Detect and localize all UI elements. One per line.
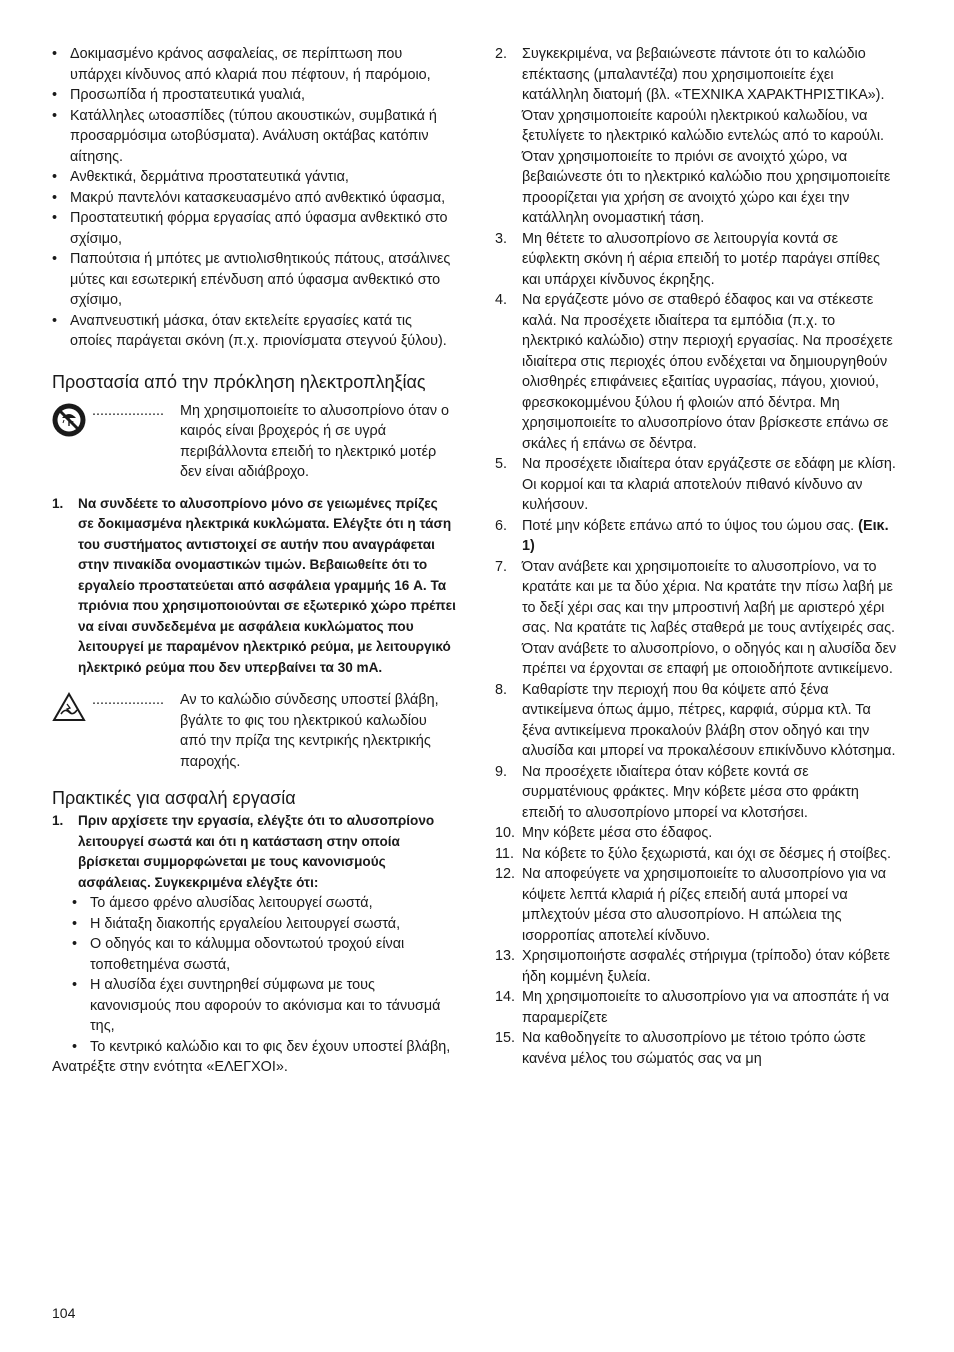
item-number: 6. bbox=[495, 517, 508, 534]
item-text: Πριν αρχίσετε την εργασία, ελέγξτε ότι το αλυσοπρίονο λειτουργεί σωστά και ότι η κατάσταση στην οποία βρίσκεται συμμορφώνεται με τους κανονισμούς ασφάλειας. Συγκεκριμένα ελέγξτε ότι: bbox=[78, 813, 435, 890]
dot-leader: .................. bbox=[92, 692, 164, 708]
item-number: 15. bbox=[495, 1030, 516, 1046]
list-item: • Ανθεκτικά, δερμάτινα προστατευτικά γάντια, bbox=[52, 167, 456, 188]
no-rain-warning bbox=[52, 401, 456, 483]
list-item bbox=[495, 229, 899, 291]
item-number: 9. bbox=[495, 763, 508, 780]
list-item: • Κατάλληλες ωτοασπίδες (τύπου ακουστικών, συμβατικά ή προσαρμόσιμα ωτοβύσματα). Ανάλυση οκτάβας κατόπιν αίτησης. bbox=[52, 106, 456, 168]
numbered-item-bold bbox=[52, 811, 456, 893]
list-item bbox=[495, 823, 899, 844]
list-item bbox=[495, 844, 899, 865]
list-item bbox=[495, 557, 899, 680]
icon-description: Μη χρησιμοποιείτε το αλυσοπρίονο όταν ο καιρός είναι βροχερός ή σε υγρά περιβάλλοντα επειδή το ηλεκτρικό μοτέρ δεν είναι αδιάβροχο. bbox=[180, 402, 450, 480]
item-number: 8. bbox=[495, 681, 508, 698]
list-item bbox=[495, 1028, 899, 1069]
list-item bbox=[495, 516, 899, 557]
item-text: Όταν ανάβετε και χρησιμοποιείτε το αλυσοπρίονο, να το κρατάτε και με τα δύο χέρια. Να κρατάτε την πίσω λαβή με το δεξί χέρι σας και την μπροστινή λαβή με αριστερό χέρι σας. Να κρατάτε τις λαβές σταθερά με τους αντίχειρές σας. Όταν ανάβετε το αλυσοπρίονο, ο οδηγός και η αλυσίδα δεν πρέπει να έρχονται σε επαφή με οποιοδήποτε αντικείμενο. bbox=[522, 558, 897, 677]
page-number: 104 bbox=[52, 1305, 76, 1321]
check-list bbox=[72, 893, 456, 1057]
item-number: 12. bbox=[495, 866, 516, 882]
protective-equipment-list bbox=[52, 44, 456, 352]
list-item: • Παπούτσια ή μπότες με αντιολισθητικούς πάτους, ατσάλινες μύτες και εσωτερική επένδυση από ύφασμα ανθεκτικό στο σχίσιμο, bbox=[52, 249, 456, 311]
list-item bbox=[495, 987, 899, 1028]
numbered-item-bold bbox=[52, 494, 456, 679]
item-number: 7. bbox=[495, 558, 508, 575]
item-text: Να προσέχετε ιδιαίτερα όταν εργάζεστε σε εδάφη με κλίση. Οι κορμοί και τα κλαριά αποτελούν πιθανό κίνδυνο αν κυλήσουν. bbox=[522, 456, 896, 513]
damaged-cable-warning-icon bbox=[52, 692, 86, 729]
item-number: 13. bbox=[495, 948, 516, 964]
section-heading-safe-work: Πρακτικές για ασφαλή εργασία bbox=[52, 788, 296, 808]
item-number: 2. bbox=[495, 46, 508, 62]
item-text: Ποτέ μην κόβετε επάνω από το ύψος του ώμου σας. bbox=[522, 517, 859, 534]
item-text: Καθαρίστε την περιοχή που θα κόψετε από ξένα αντικείμενα όπως άμμο, πέτρες, καρφιά, σύρμα κτλ. Τα ξένα αντικείμενα προκαλούν βλάβη στον οδηγό και την αλυσίδα και μπορεί να προκαλέσουν επικίνδυνο κλότσημα. bbox=[522, 681, 896, 759]
list-item bbox=[495, 44, 899, 229]
item-number: 1. bbox=[52, 495, 64, 511]
list-item: • Το άμεσο φρένο αλυσίδας λειτουργεί σωστά, bbox=[72, 893, 456, 914]
icon-description: Αν το καλώδιο σύνδεσης υποστεί βλάβη, βγάλτε το φις του ηλεκτρικού καλωδίου από την πρίζα της κεντρικής ηλεκτρικής παροχής. bbox=[180, 692, 439, 770]
list-item: • Η αλυσίδα έχει συντηρηθεί σύμφωνα με τους κανονισμούς που αφορούν το ακόνισμα και το τάνυσμά της, bbox=[72, 975, 456, 1037]
item-text: Συγκεκριμένα, να βεβαιώνεστε πάντοτε ότι το καλώδιο επέκτασης (μπαλαντέζα) που χρησιμοποιείτε έχει κατάλληλη διατομή (βλ. «ΤΕΧΝΙΚΑ ΧΑΡΑΚΤΗΡΙΣΤΙΚΑ»). Όταν χρησιμοποιείτε καρούλι ηλεκτρικού καλωδίου, να ξετυλίγετε το ηλεκτρικό καλώδιο εντελώς από το καρούλι. Όταν χρησιμοποιείτε το πριόνι σε ανοιχτό χώρο, να βεβαιώνεστε ότι το ηλεκτρικό καλώδιο που χρησιμοποιείτε προορίζεται για χρήση σε ανοιχτό χώρο και έχει την κατάλληλη ονομαστική τάση. bbox=[522, 46, 891, 226]
section-heading-electric-shock: Προστασία από την πρόκληση ηλεκτροπληξίας bbox=[52, 371, 426, 392]
item-number: 11. bbox=[495, 845, 514, 862]
list-item bbox=[495, 454, 899, 516]
dot-leader: .................. bbox=[92, 402, 164, 419]
list-item bbox=[495, 864, 899, 946]
list-item: • Η διάταξη διακοπής εργαλείου λειτουργεί σωστά, bbox=[72, 914, 456, 935]
item-text: Να αποφεύγετε να χρησιμοποιείτε το αλυσοπρίονο για να κόψετε λεπτά κλαριά ή ρίζες επειδή αυτά μπορεί να μπλεχτούν μέσα στο αλυσοπρίονο. Η απώλεια της ισορροπίας αποτελεί κίνδυνο. bbox=[522, 866, 887, 944]
list-item: • Μακρύ παντελόνι κατασκευασμένο από ανθεκτικό ύφασμα, bbox=[52, 188, 456, 209]
list-item: • Προστατευτική φόρμα εργασίας από ύφασμα ανθεκτικό στο σχίσιμο, bbox=[52, 208, 456, 249]
item-text: Μην κόβετε μέσα στο έδαφος. bbox=[522, 825, 713, 841]
item-text: Να προσέχετε ιδιαίτερα όταν κόβετε κοντά σε συρματένιους φράκτες. Μην κόβετε μέσα στο φράκτη επειδή το αλυσοπρίονο μπορεί να κλοτσήσει. bbox=[522, 763, 859, 821]
item-text: Να συνδέετε το αλυσοπρίονο μόνο σε γειωμένες πρίζες σε δοκιμασμένα ηλεκτρικά κυκλώματα. Ελέγξτε ότι η τάση του συστήματος αντιστοιχεί σε αυτήν που αναγράφεται στην πινακίδα ονομαστικών τιμών. Βεβαιωθείτε ότι το εργαλείο προστατεύεται από ασφάλεια γραμμής 16 A. Τα πριόνια που χρησιμοποιούνται σε εξωτερικό χώρο πρέπει να είναι συνδεδεμένα με ασφάλεια κυκλώματος που λειτουργεί με παραμένον ηλεκτρικό ρεύμα, με λειτουργικό ηλεκτρικό ρεύμα που δεν υπερβαίνει τα 30 mA. bbox=[78, 495, 456, 675]
list-item: • Το κεντρικό καλώδιο και το φις δεν έχουν υποστεί βλάβη, bbox=[72, 1037, 456, 1058]
list-item bbox=[495, 946, 899, 987]
figure-reference: (Εικ. 1) bbox=[522, 517, 889, 554]
list-item: • Προσωπίδα ή προστατευτικά γυαλιά, bbox=[52, 85, 456, 106]
list-item: • Δοκιμασμένο κράνος ασφαλείας, σε περίπτωση που υπάρχει κίνδυνος από κλαριά που πέφτουν, ή παρόμοιο, bbox=[52, 44, 456, 85]
item-text: Να κόβετε το ξύλο ξεχωριστά, και όχι σε δέσμες ή στοίβες. bbox=[522, 845, 891, 862]
reference-text: Ανατρέξτε στην ενότητα «ΕΛΕΓΧΟΙ». bbox=[52, 1059, 288, 1075]
list-item bbox=[495, 680, 899, 762]
item-text: Μη θέτετε το αλυσοπρίονο σε λειτουργία κοντά σε εύφλεκτη σκόνη ή αέρια επειδή το μοτέρ παράγει σπίθες και υπάρχει κίνδυνος έκρηξης. bbox=[522, 230, 880, 288]
item-number: 5. bbox=[495, 456, 508, 472]
list-item: • Ο οδηγός και το κάλυμμα οδοντωτού τροχού είναι τοποθετημένα σωστά, bbox=[72, 934, 456, 975]
item-number: 10. bbox=[495, 825, 516, 841]
item-number: 3. bbox=[495, 230, 508, 247]
list-item bbox=[495, 762, 899, 824]
item-text: Χρησιμοποιήστε ασφαλές στήριγμα (τρίποδο) όταν κόβετε ήδη κομμένη ξυλεία. bbox=[522, 948, 891, 985]
left-column bbox=[52, 44, 456, 1078]
damaged-cable-warning bbox=[52, 690, 456, 772]
right-column bbox=[495, 44, 899, 1069]
item-text: Να καθοδηγείτε το αλυσοπρίονο με τέτοιο τρόπο ώστε κανένα μέλος του σώματός σας να μη bbox=[522, 1030, 866, 1067]
item-number: 4. bbox=[495, 292, 508, 308]
list-item: • Αναπνευστική μάσκα, όταν εκτελείτε εργασίες κατά τις οποίες παράγεται σκόνη (π.χ. πριονίσματα στεγνού ξύλου). bbox=[52, 311, 456, 352]
no-rain-icon bbox=[52, 403, 86, 444]
item-number: 14. bbox=[495, 989, 516, 1005]
item-text: Μη χρησιμοποιείτε το αλυσοπρίονο για να αποσπάτε ή να παραμερίζετε bbox=[522, 989, 890, 1026]
item-number: 1. bbox=[52, 813, 64, 828]
list-item bbox=[495, 290, 899, 454]
safety-numbered-list bbox=[495, 44, 899, 1069]
item-text: Να εργάζεστε μόνο σε σταθερό έδαφος και να στέκεστε καλά. Να προσέχετε ιδιαίτερα τα εμπόδια (π.χ. το ηλεκτρικό καλώδιο) στην περιοχή εργασίας. Να προσέχετε ιδιαίτερα στις περιοχές όπου ενδέχεται να δημιουργηθούν ολισθηρές επιφάνειες εξαιτίας υγρασίας, πάγου, χιονιού, φρεσκοκομμένου ξύλου ή φλοιών από δέντρα. Μη χρησιμοποιείτε το αλυσοπρίονο όταν βρίσκεστε επάνω σε σκάλες ή επάνω σε δέντρα. bbox=[522, 292, 893, 452]
